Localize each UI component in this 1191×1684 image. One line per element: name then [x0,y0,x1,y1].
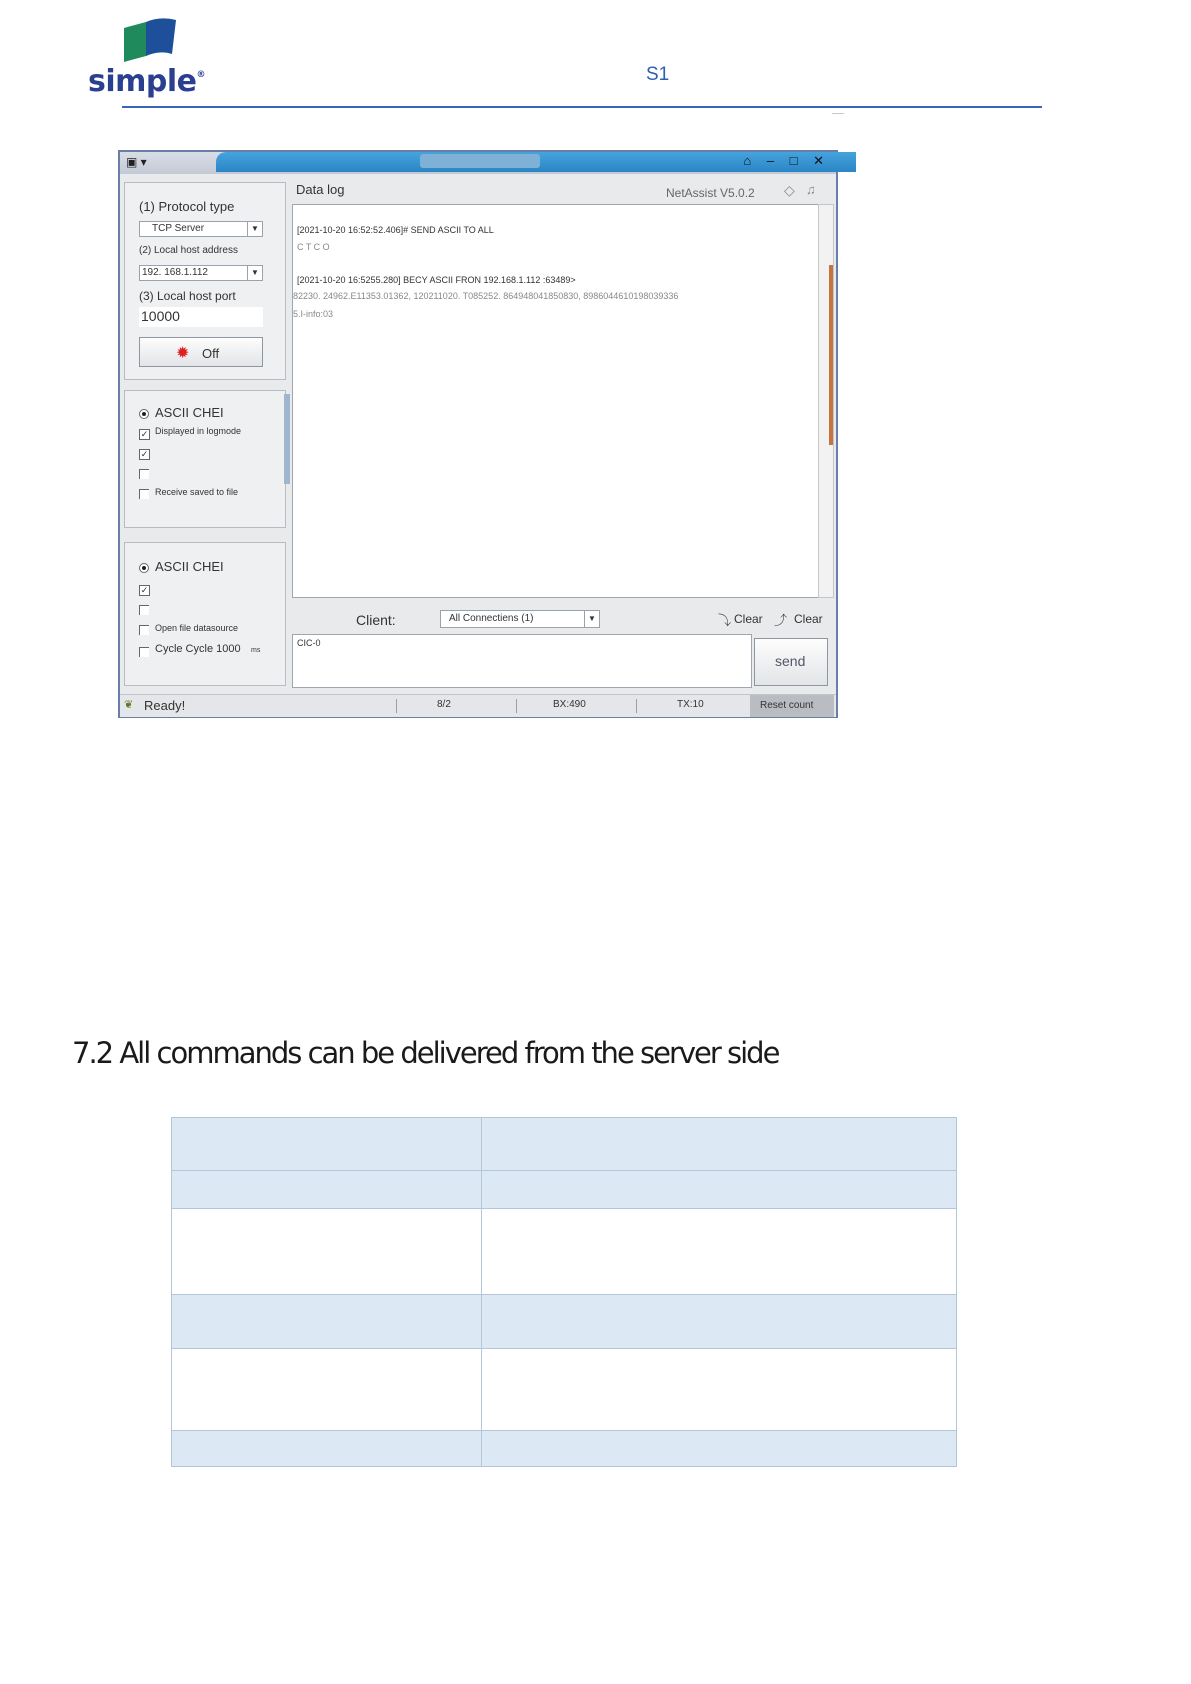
protocol-select[interactable]: TCP Server ▼ [139,221,263,237]
section-heading: 7.2 All commands can be delivered from the server side [72,1036,779,1070]
clear-receive-button[interactable]: Clear [734,612,763,626]
send-option-checkbox-2[interactable] [139,605,149,615]
status-ready: Ready! [144,698,186,713]
divider-mark [832,113,844,114]
table-cell [482,1171,957,1209]
chevron-down-icon: ▼ [247,266,262,280]
window-titlebar [120,152,836,174]
table-cell [172,1118,482,1171]
save-to-file-label: Receive saved to file [155,487,239,497]
datasource-checkbox[interactable] [139,625,149,635]
table-cell [482,1118,957,1171]
send-input[interactable]: CIC-0 [292,634,752,688]
chevron-down-icon: ▼ [247,222,262,236]
version-label: NetAssist V5.0.2 [666,186,755,200]
table-cell [172,1349,482,1431]
status-count: 8/2 [396,699,477,713]
table-cell [482,1431,957,1467]
clear-send-button[interactable]: Clear [794,612,823,626]
leaf-icon: ❦ [124,699,134,711]
log-line: [2021-10-20 16:5255.280] BECY ASCII FRON 192.168.1.112 :63489> [297,275,576,285]
save-to-file-checkbox[interactable] [139,489,149,499]
status-tx: TX:10 [636,699,717,713]
commands-table [171,1117,957,1467]
send-option-checkbox[interactable]: ✓ [140,585,149,595]
status-rx: BX:490 [516,699,597,713]
chevron-down-icon: ▼ [584,611,599,627]
recv-option-checkbox[interactable]: ✓ [140,449,149,459]
table-cell [172,1431,482,1467]
log-line: 82230. 24962.E11353.01362, 120211020. T085252. 864948041850830, 8986044610198039336 [293,291,679,301]
diamond-icon[interactable]: ◇ [784,182,795,198]
clear-send-icon[interactable]: ⤴ [774,613,788,628]
client-select[interactable]: All Connectiens (1) ▼ [440,610,600,628]
data-log-title: Data log [296,182,345,197]
company-logo [88,16,218,100]
window-controls[interactable]: ⌂ – □ ✕ [743,153,830,168]
logo-flag-icon [116,16,182,62]
receive-options-panel [124,390,286,528]
netassist-window [118,150,838,718]
bell-icon[interactable]: ♫ [806,182,816,197]
table-cell [482,1209,957,1295]
table-cell [172,1295,482,1349]
status-light-icon: ✹ [176,345,190,362]
toggle-connection-button[interactable]: ✹ Off [139,337,263,367]
datasource-label: Open file datasource [155,623,239,633]
log-line: 5.I-info:03 [293,309,334,319]
log-line: [2021-10-20 16:52:52.406]# SEND ASCII TO ALL [297,225,494,235]
table-cell [172,1209,482,1295]
settings-panel [124,182,286,380]
logo-wordmark: simple® [88,64,206,99]
table-cell [482,1349,957,1431]
reset-count-button[interactable]: Reset count [750,695,834,717]
send-encoding-label: ASCII CHEI [155,559,224,574]
table-row [172,1431,957,1467]
recv-encoding-label: ASCII CHEI [155,405,224,420]
header-code: S1 [646,64,670,85]
status-bar [120,694,836,717]
send-options-panel [124,542,286,686]
logmode-checkbox[interactable]: ✓ [140,429,149,439]
local-port-label: (3) Local host port [139,289,236,303]
clear-receive-icon[interactable]: ⤵ [718,613,732,628]
app-menu-icon[interactable]: ▣ ▾ [126,155,147,169]
local-addr-select[interactable]: 192. 168.1.112 ▼ [139,265,263,281]
log-scrollbar[interactable] [818,204,834,598]
recv-ascii-radio[interactable] [139,409,149,419]
header-rule [122,106,1042,108]
send-ascii-radio[interactable] [139,563,149,573]
table-row [172,1171,957,1209]
logmode-label: Displayed in logmode [155,426,242,436]
local-addr-label: (2) Local host address [139,245,238,256]
local-port-input[interactable]: 10000 [139,307,263,327]
log-line: C T C O [297,242,330,252]
table-cell [172,1171,482,1209]
data-log-area[interactable] [292,204,819,598]
table-row [172,1349,957,1431]
table-cell [482,1295,957,1349]
cycle-unit: ms [251,647,261,654]
table-row [172,1209,957,1295]
panel-splitter[interactable] [284,394,290,484]
send-button[interactable]: send [754,638,828,686]
recv-option-checkbox-2[interactable] [139,469,149,479]
cycle-label: Cycle Cycle 1000 [155,643,241,655]
cycle-checkbox[interactable] [139,647,149,657]
table-row [172,1118,957,1171]
protocol-label: (1) Protocol type [139,199,235,214]
client-label: Client: [356,612,396,628]
window-title [420,154,540,168]
table-row [172,1295,957,1349]
